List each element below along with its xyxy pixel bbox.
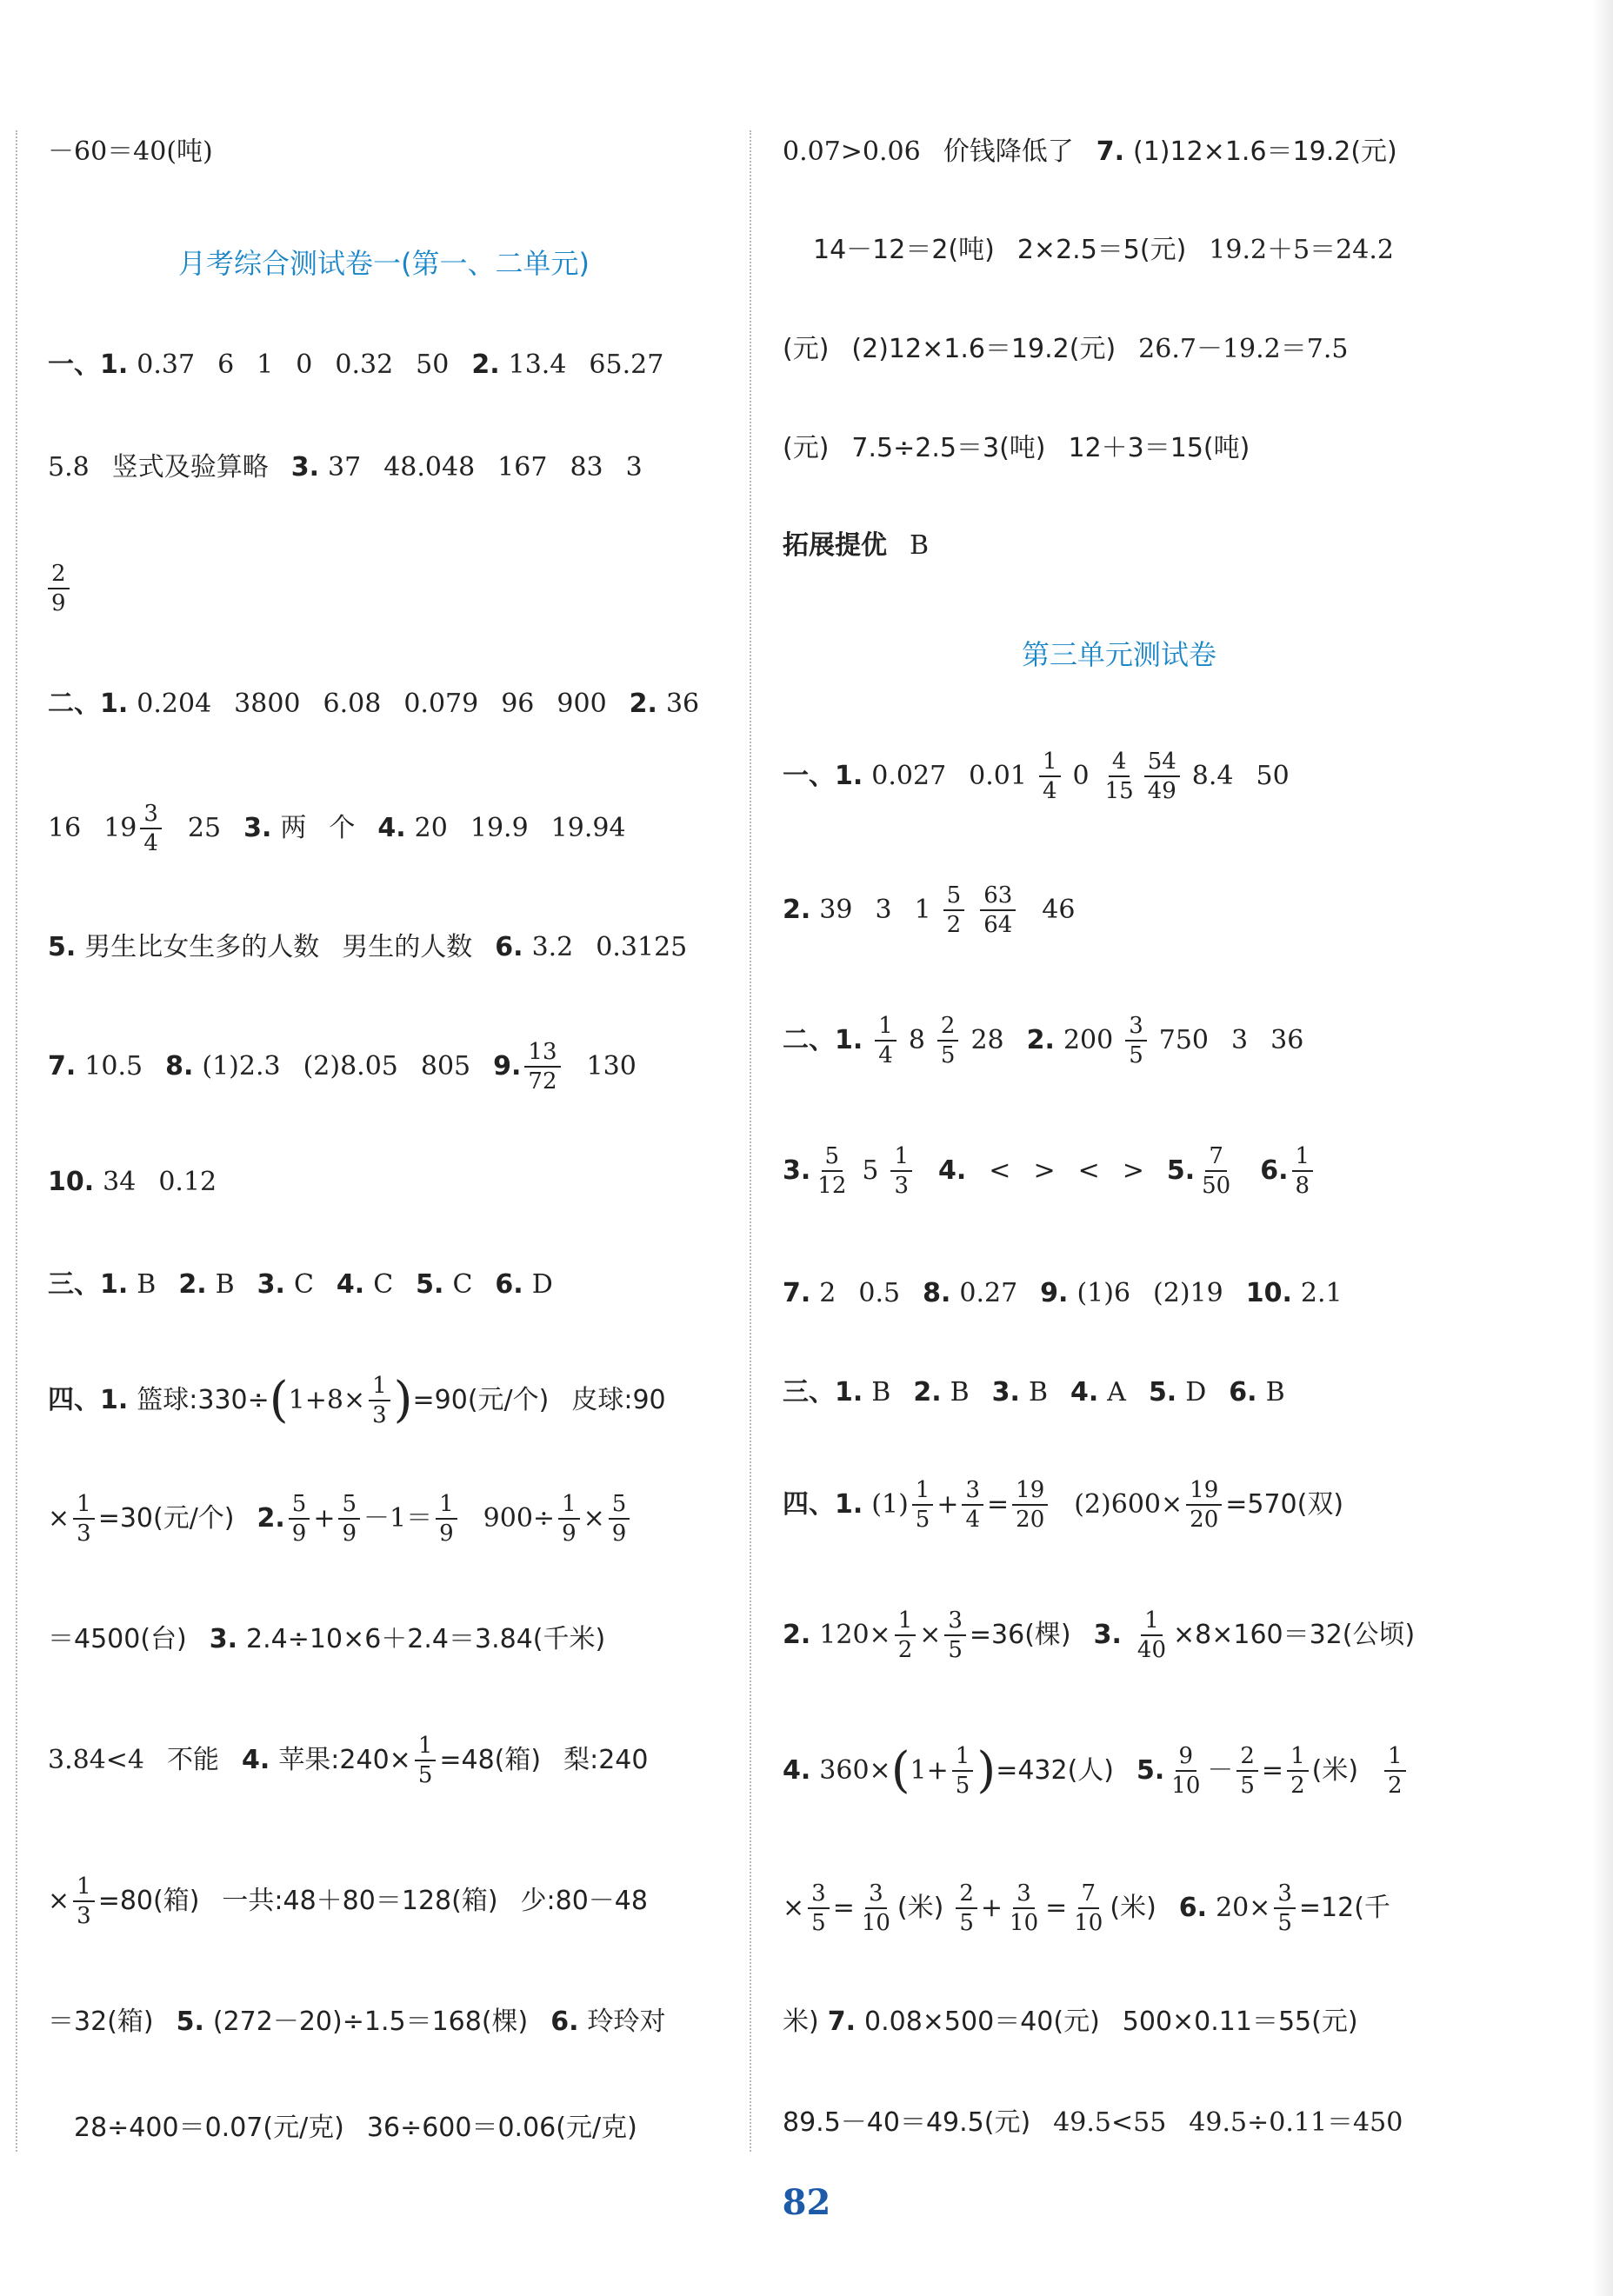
question-number: 2. [629, 689, 657, 719]
question-number: 7. [827, 2007, 856, 2037]
question-number: 3. [243, 813, 272, 843]
answer: 0.37 [137, 349, 196, 380]
question-number: 3. [1093, 1620, 1122, 1650]
question-number: 三、1. [783, 1377, 863, 1408]
question-number: 4. [938, 1155, 967, 1186]
answer: < [1077, 1155, 1100, 1186]
answer: 0.27 [959, 1278, 1018, 1308]
answer: 46 [1042, 895, 1076, 925]
fraction: $\frac{3}{10}$ [1010, 1880, 1039, 1936]
answer: 0.027 [871, 761, 947, 791]
fraction: $\frac{3}{10}$ [861, 1880, 890, 1936]
text: 1+ [910, 1755, 949, 1786]
question-number: 一、1. [48, 349, 129, 380]
answer: 89.5－40＝49.5(元) [783, 2107, 1031, 2138]
answer: B [215, 1269, 235, 1300]
fraction: $\frac{2}{5}$ [937, 1012, 959, 1069]
fraction: $\frac{1}{40}$ [1136, 1607, 1167, 1663]
fraction: $\frac{3}{5}$ [1274, 1880, 1296, 1937]
answer: 不能 [167, 1745, 220, 1775]
answer: 50 [1256, 761, 1290, 791]
right-line-16 [783, 1996, 1358, 2048]
answer: 20 [414, 813, 448, 843]
fraction: $\frac{63}{64}$ [980, 882, 1016, 939]
answer: 14－12＝2(吨) [813, 235, 995, 265]
question-number: 2. [783, 895, 811, 925]
right-line-14 [783, 1740, 1410, 1801]
answer: 49.5<55 [1053, 2107, 1167, 2138]
right-line-2 [813, 224, 1394, 276]
fraction: $\frac{1}{4}$ [875, 1012, 896, 1069]
answer: (元) [783, 334, 830, 364]
answer: 39 [819, 895, 853, 925]
text: 900÷ [483, 1503, 556, 1534]
left-line-7 [48, 1036, 637, 1097]
text: + [936, 1489, 959, 1520]
right-line-17 [783, 2097, 1403, 2149]
answer: B [871, 1377, 891, 1408]
answer: 83 [570, 452, 603, 482]
answer: 34 [103, 1167, 137, 1197]
question-number: 8. [165, 1051, 194, 1081]
text: × [919, 1620, 942, 1650]
fraction: $\frac{1}{5}$ [952, 1742, 974, 1800]
question-number: 4. [336, 1269, 365, 1300]
answer: 0 [296, 349, 313, 380]
question-number: 9. [493, 1051, 522, 1081]
right-line-9 [783, 1141, 1316, 1201]
question-number: 4. [377, 813, 406, 843]
question-number: 7. [1096, 136, 1125, 167]
page-edge-shadow [1592, 0, 1613, 2296]
right-line-15 [783, 1878, 1390, 1939]
answer: 36 [1270, 1025, 1304, 1055]
answer: 0.07>0.06 [783, 136, 921, 167]
text: = [1261, 1755, 1284, 1786]
answer: 米) [783, 2007, 819, 2037]
question-number: 2. [257, 1503, 285, 1534]
question-number: 3. [991, 1377, 1020, 1408]
answer: 0.5 [858, 1278, 901, 1308]
left-line-8 [48, 1156, 217, 1208]
left-line-continuation [48, 126, 213, 178]
answer: 28 [970, 1025, 1004, 1055]
question-number: 7. [48, 1051, 77, 1081]
answer: (1)2.3 [202, 1051, 281, 1081]
answer: D [531, 1269, 553, 1300]
fraction: $\frac{1}{2}$ [895, 1607, 916, 1664]
fraction: $\frac{13}{72}$ [524, 1038, 560, 1095]
answer: 130 [586, 1051, 637, 1081]
question-number: 3. [290, 452, 319, 482]
answer: 36 [665, 689, 700, 719]
question-number: 三、1. [48, 1269, 129, 1300]
question-number: 一、1. [783, 761, 863, 791]
fraction: $\frac{3}{5}$ [808, 1880, 830, 1937]
fraction: $\frac{5}{12}$ [817, 1143, 847, 1199]
answer: C [452, 1269, 473, 1300]
text: 120× [819, 1620, 891, 1650]
left-line-10 [48, 1370, 666, 1431]
left-line-13 [48, 1730, 648, 1791]
answer: 1+8× [288, 1385, 366, 1415]
fraction: $\frac{2}{5}$ [1236, 1742, 1258, 1800]
answer: 3 [1231, 1025, 1249, 1055]
text: 20× [1216, 1893, 1271, 1923]
answer: 167 [497, 452, 548, 482]
question-number: 5. [176, 2007, 204, 2037]
right-line-8 [783, 1010, 1303, 1071]
left-line-9 [48, 1259, 553, 1311]
fraction: $\frac{54}{49}$ [1144, 748, 1180, 805]
text: (2)600× [1074, 1489, 1183, 1520]
text: × [583, 1503, 605, 1534]
left-line-16 [74, 2102, 637, 2154]
answer: (米) [1110, 1893, 1156, 1923]
question-number: 6. [1229, 1377, 1257, 1408]
question-number: 4. [783, 1755, 811, 1786]
fraction: $\frac{1}{3}$ [73, 1873, 95, 1930]
answer: (272－20)÷1.5＝168(棵) [212, 2007, 529, 2037]
right-line-5 [783, 520, 929, 572]
fraction: $\frac{1}{5}$ [912, 1476, 934, 1534]
answer: 2 [819, 1278, 836, 1308]
fraction: $\frac{5}{9}$ [609, 1490, 630, 1547]
question-number: 2. [178, 1269, 207, 1300]
answer: 3.84<4 [48, 1745, 145, 1775]
answer: 2.1 [1300, 1278, 1343, 1308]
answer: 12＋3＝15(吨) [1068, 433, 1250, 463]
question-number: 8. [923, 1278, 951, 1308]
text: × [48, 1886, 70, 1916]
text: × [48, 1503, 70, 1534]
question-number: 2. [783, 1620, 811, 1650]
section-heading-monthly-test-1: 月考综合测试卷一(第一、二单元) [178, 247, 590, 280]
fraction: $\frac{1}{3}$ [890, 1142, 912, 1200]
answer: 65.27 [589, 349, 664, 380]
answer: ×8×160＝32(公顷) [1173, 1620, 1416, 1650]
right-line-7 [783, 880, 1075, 941]
text: × [783, 1893, 805, 1923]
question-number: 3. [783, 1155, 811, 1186]
fraction: $\frac{7}{50}$ [1202, 1143, 1231, 1199]
answer: 7.5÷2.5＝3(吨) [851, 433, 1046, 463]
fraction: $\frac{9}{10}$ [1171, 1743, 1201, 1799]
question-number: 四、1. [48, 1385, 129, 1415]
answer: 1 [257, 349, 274, 380]
answer: 两 [280, 813, 307, 843]
answer: > [1033, 1155, 1056, 1186]
answer: 500×0.11＝55(元) [1122, 2007, 1358, 2037]
question-number: 4. [1070, 1377, 1099, 1408]
fraction: $\frac{3}{4}$ [962, 1476, 983, 1534]
question-number: 6. [1260, 1155, 1289, 1186]
section-label: 拓展提优 [783, 530, 887, 561]
question-number: 四、1. [783, 1489, 863, 1520]
answer: (2)12×1.6＝19.2(元) [851, 334, 1116, 364]
left-line-3 [48, 558, 73, 619]
question-number: 10. [48, 1167, 95, 1197]
answer: 19.9 [470, 813, 529, 843]
question-number: 5. [416, 1269, 444, 1300]
answer: 篮球:330÷ [137, 1385, 270, 1415]
answer: 0.12 [158, 1167, 217, 1197]
big-paren-close: ) [976, 1742, 996, 1799]
answer: (1)6 [1076, 1278, 1131, 1308]
fraction: $\frac{1}{5}$ [415, 1732, 437, 1789]
answer: (2)8.05 [303, 1051, 398, 1081]
big-paren-close: ) [393, 1372, 413, 1428]
answer: (2)19 [1153, 1278, 1223, 1308]
text: = [1045, 1893, 1068, 1923]
answer: (1)12×1.6＝19.2(元) [1133, 136, 1397, 167]
answer: 48.048 [383, 452, 476, 482]
fraction: $\frac{1}{9}$ [558, 1490, 580, 1547]
question-number: 2. [1026, 1025, 1055, 1055]
question-number: 5. [48, 932, 77, 962]
big-paren-open: ( [890, 1742, 910, 1799]
answer: B [1028, 1377, 1048, 1408]
answer: 0.08×500＝40(元) [864, 2007, 1100, 2037]
right-line-4 [783, 423, 1250, 475]
answer: ＝32(箱) [48, 2007, 154, 2037]
answer: 玲玲对 [587, 2007, 666, 2037]
answer: =80(箱) [97, 1886, 200, 1916]
text: (1) [871, 1489, 909, 1520]
left-line-15 [48, 1996, 666, 2048]
answer: 0.01 [969, 761, 1027, 791]
answer: 3800 [234, 689, 301, 719]
fraction: $\frac{1}{2}$ [1287, 1742, 1309, 1800]
answer: 5 [862, 1155, 879, 1186]
answer: 梨:240 [563, 1745, 649, 1775]
answer: 8.4 [1191, 761, 1234, 791]
question-number: 6. [1178, 1893, 1208, 1923]
answer: 3.2 [531, 932, 574, 962]
question-number: 二、1. [48, 689, 129, 719]
fraction: $\frac{3}{5}$ [944, 1607, 966, 1664]
answer: 96 [501, 689, 535, 719]
answer: =12(千 [1298, 1893, 1390, 1923]
right-line-1 [783, 126, 1397, 178]
right-line-3 [783, 323, 1348, 376]
answer: =432(人) [996, 1755, 1114, 1786]
answer: 5.8 [48, 452, 90, 482]
answer: 19 [103, 813, 137, 843]
answer: A [1107, 1377, 1126, 1408]
answer: 0 [1072, 761, 1090, 791]
left-line-11 [48, 1488, 633, 1549]
fraction: $\frac{5}{9}$ [338, 1490, 360, 1547]
answer: (米) [1311, 1755, 1359, 1786]
question-number: 二、1. [783, 1025, 863, 1055]
answer: D [1185, 1377, 1207, 1408]
answer: 750 [1158, 1025, 1210, 1055]
left-line-1 [48, 339, 663, 391]
answer: 900 [557, 689, 607, 719]
answer: =48(箱) [439, 1745, 542, 1775]
answer: 200 [1063, 1025, 1114, 1055]
answer: 8 [908, 1025, 925, 1055]
answer: 皮球:90 [571, 1385, 666, 1415]
question-number: 6. [550, 2007, 579, 2037]
left-line-4 [48, 678, 699, 730]
question-number: 2. [471, 349, 500, 380]
question-number: 3. [209, 1624, 238, 1654]
fraction: $\frac{1}{9}$ [436, 1490, 457, 1547]
right-line-12 [783, 1474, 1343, 1535]
right-line-11 [783, 1367, 1285, 1419]
text: = [832, 1893, 855, 1923]
answer: 0.079 [403, 689, 479, 719]
answer: ＝4500(台) [48, 1624, 187, 1654]
answer: 6.08 [323, 689, 382, 719]
fraction: $\frac{19}{20}$ [1012, 1476, 1048, 1534]
answer: 2×2.5＝5(元) [1016, 235, 1187, 265]
answer: 19.94 [550, 813, 626, 843]
fraction: $\frac{1}{2}$ [1384, 1742, 1406, 1800]
section-heading-unit-3-test: 第三单元测试卷 [1022, 638, 1217, 671]
answer: 2.4÷10×6＋2.4＝3.84(千米) [246, 1624, 606, 1654]
question-number: 5. [1166, 1155, 1196, 1186]
answer: 805 [420, 1051, 471, 1081]
text: －60＝40(吨) [48, 136, 213, 167]
answer: =90(元/个) [412, 1385, 550, 1415]
page-number: 82 [782, 2182, 831, 2223]
answer: (元) [783, 433, 830, 463]
fraction: $\frac{7}{10}$ [1074, 1880, 1103, 1936]
answer: 个 [329, 813, 356, 843]
left-line-5 [48, 798, 626, 859]
answer: B [137, 1269, 157, 1300]
left-margin-rule [16, 130, 17, 2152]
fraction: $\frac{19}{20}$ [1186, 1476, 1222, 1534]
fraction: $\frac{5}{2}$ [943, 882, 965, 939]
fraction: $\frac{1}{8}$ [1292, 1142, 1314, 1200]
question-number: 5. [1136, 1755, 1165, 1786]
question-number: 4. [242, 1745, 270, 1775]
answer: B [910, 530, 930, 561]
left-line-6 [48, 922, 687, 974]
answer: 男生比女生多的人数 [84, 932, 320, 962]
question-number: 7. [783, 1278, 811, 1308]
answer: 25 [187, 813, 222, 843]
answer: 1 [914, 895, 931, 925]
left-line-12 [48, 1614, 605, 1666]
answer: 男生的人数 [342, 932, 473, 962]
text: －1＝ [363, 1503, 433, 1534]
fraction: $\frac{1}{3}$ [73, 1490, 95, 1547]
answer: 0.32 [335, 349, 394, 380]
left-line-14 [48, 1871, 648, 1932]
text: + [980, 1893, 1003, 1923]
answer: 28÷400＝0.07(元/克) [74, 2113, 344, 2143]
fraction: $\frac{1}{4}$ [1039, 748, 1061, 805]
question-number: 5. [1148, 1377, 1177, 1408]
answer: < [989, 1155, 1011, 1186]
answer: 少:80－48 [520, 1886, 648, 1916]
fraction: $\frac{2}{9}$ [48, 560, 70, 617]
answer: 16 [48, 813, 82, 843]
answer: B [1265, 1377, 1285, 1408]
fraction: $\frac{4}{15}$ [1104, 749, 1134, 804]
answer: C [373, 1269, 394, 1300]
answer: 0.204 [137, 689, 212, 719]
big-paren-open: ( [269, 1372, 289, 1428]
answer: C [293, 1269, 314, 1300]
column-divider [750, 130, 751, 2152]
question-number: 9. [1040, 1278, 1069, 1308]
answer: 19.2＋5＝24.2 [1209, 235, 1394, 265]
text: + [313, 1503, 336, 1534]
fraction: $\frac{3}{5}$ [1125, 1012, 1147, 1069]
question-number: 2. [913, 1377, 942, 1408]
question-number: 3. [257, 1269, 285, 1300]
answer: > [1122, 1155, 1144, 1186]
fraction: $\frac{5}{9}$ [289, 1490, 310, 1547]
right-line-6 [783, 746, 1290, 807]
answer: 49.5÷0.11＝450 [1189, 2107, 1403, 2138]
answer: (米) [896, 1893, 944, 1923]
answer: 10.5 [84, 1051, 143, 1081]
fraction: $\frac{3}{4}$ [140, 800, 162, 857]
answer: 13.4 [508, 349, 567, 380]
answer: 一共:48＋80＝128(箱) [222, 1886, 498, 1916]
question-number: 10. [1245, 1278, 1292, 1308]
answer: 价钱降低了 [943, 136, 1074, 167]
answer: 50 [416, 349, 450, 380]
left-line-2 [48, 442, 643, 494]
question-number: 6. [495, 932, 523, 962]
answer: 苹果:240× [278, 1745, 411, 1775]
question-number: 6. [495, 1269, 523, 1300]
answer: B [950, 1377, 970, 1408]
answer: 竖式及验算略 [111, 452, 269, 482]
answer: 37 [328, 452, 362, 482]
answer: 6 [217, 349, 235, 380]
answer: 3 [875, 895, 892, 925]
answer: =30(元/个) [97, 1503, 235, 1534]
answer: 36÷600＝0.06(元/克) [366, 2113, 637, 2143]
answer: 0.3125 [596, 932, 688, 962]
answer: 26.7－19.2＝7.5 [1138, 334, 1349, 364]
fraction: $\frac{2}{5}$ [956, 1880, 977, 1937]
text: － [1207, 1755, 1234, 1786]
answer: =570(双) [1225, 1489, 1344, 1520]
text: = [987, 1489, 1010, 1520]
text: 360× [819, 1755, 891, 1786]
answer: 3 [625, 452, 643, 482]
fraction: $\frac{1}{3}$ [369, 1372, 390, 1429]
answer: =36(棵) [969, 1620, 1071, 1650]
right-line-10 [783, 1268, 1343, 1320]
right-line-13 [783, 1605, 1415, 1666]
